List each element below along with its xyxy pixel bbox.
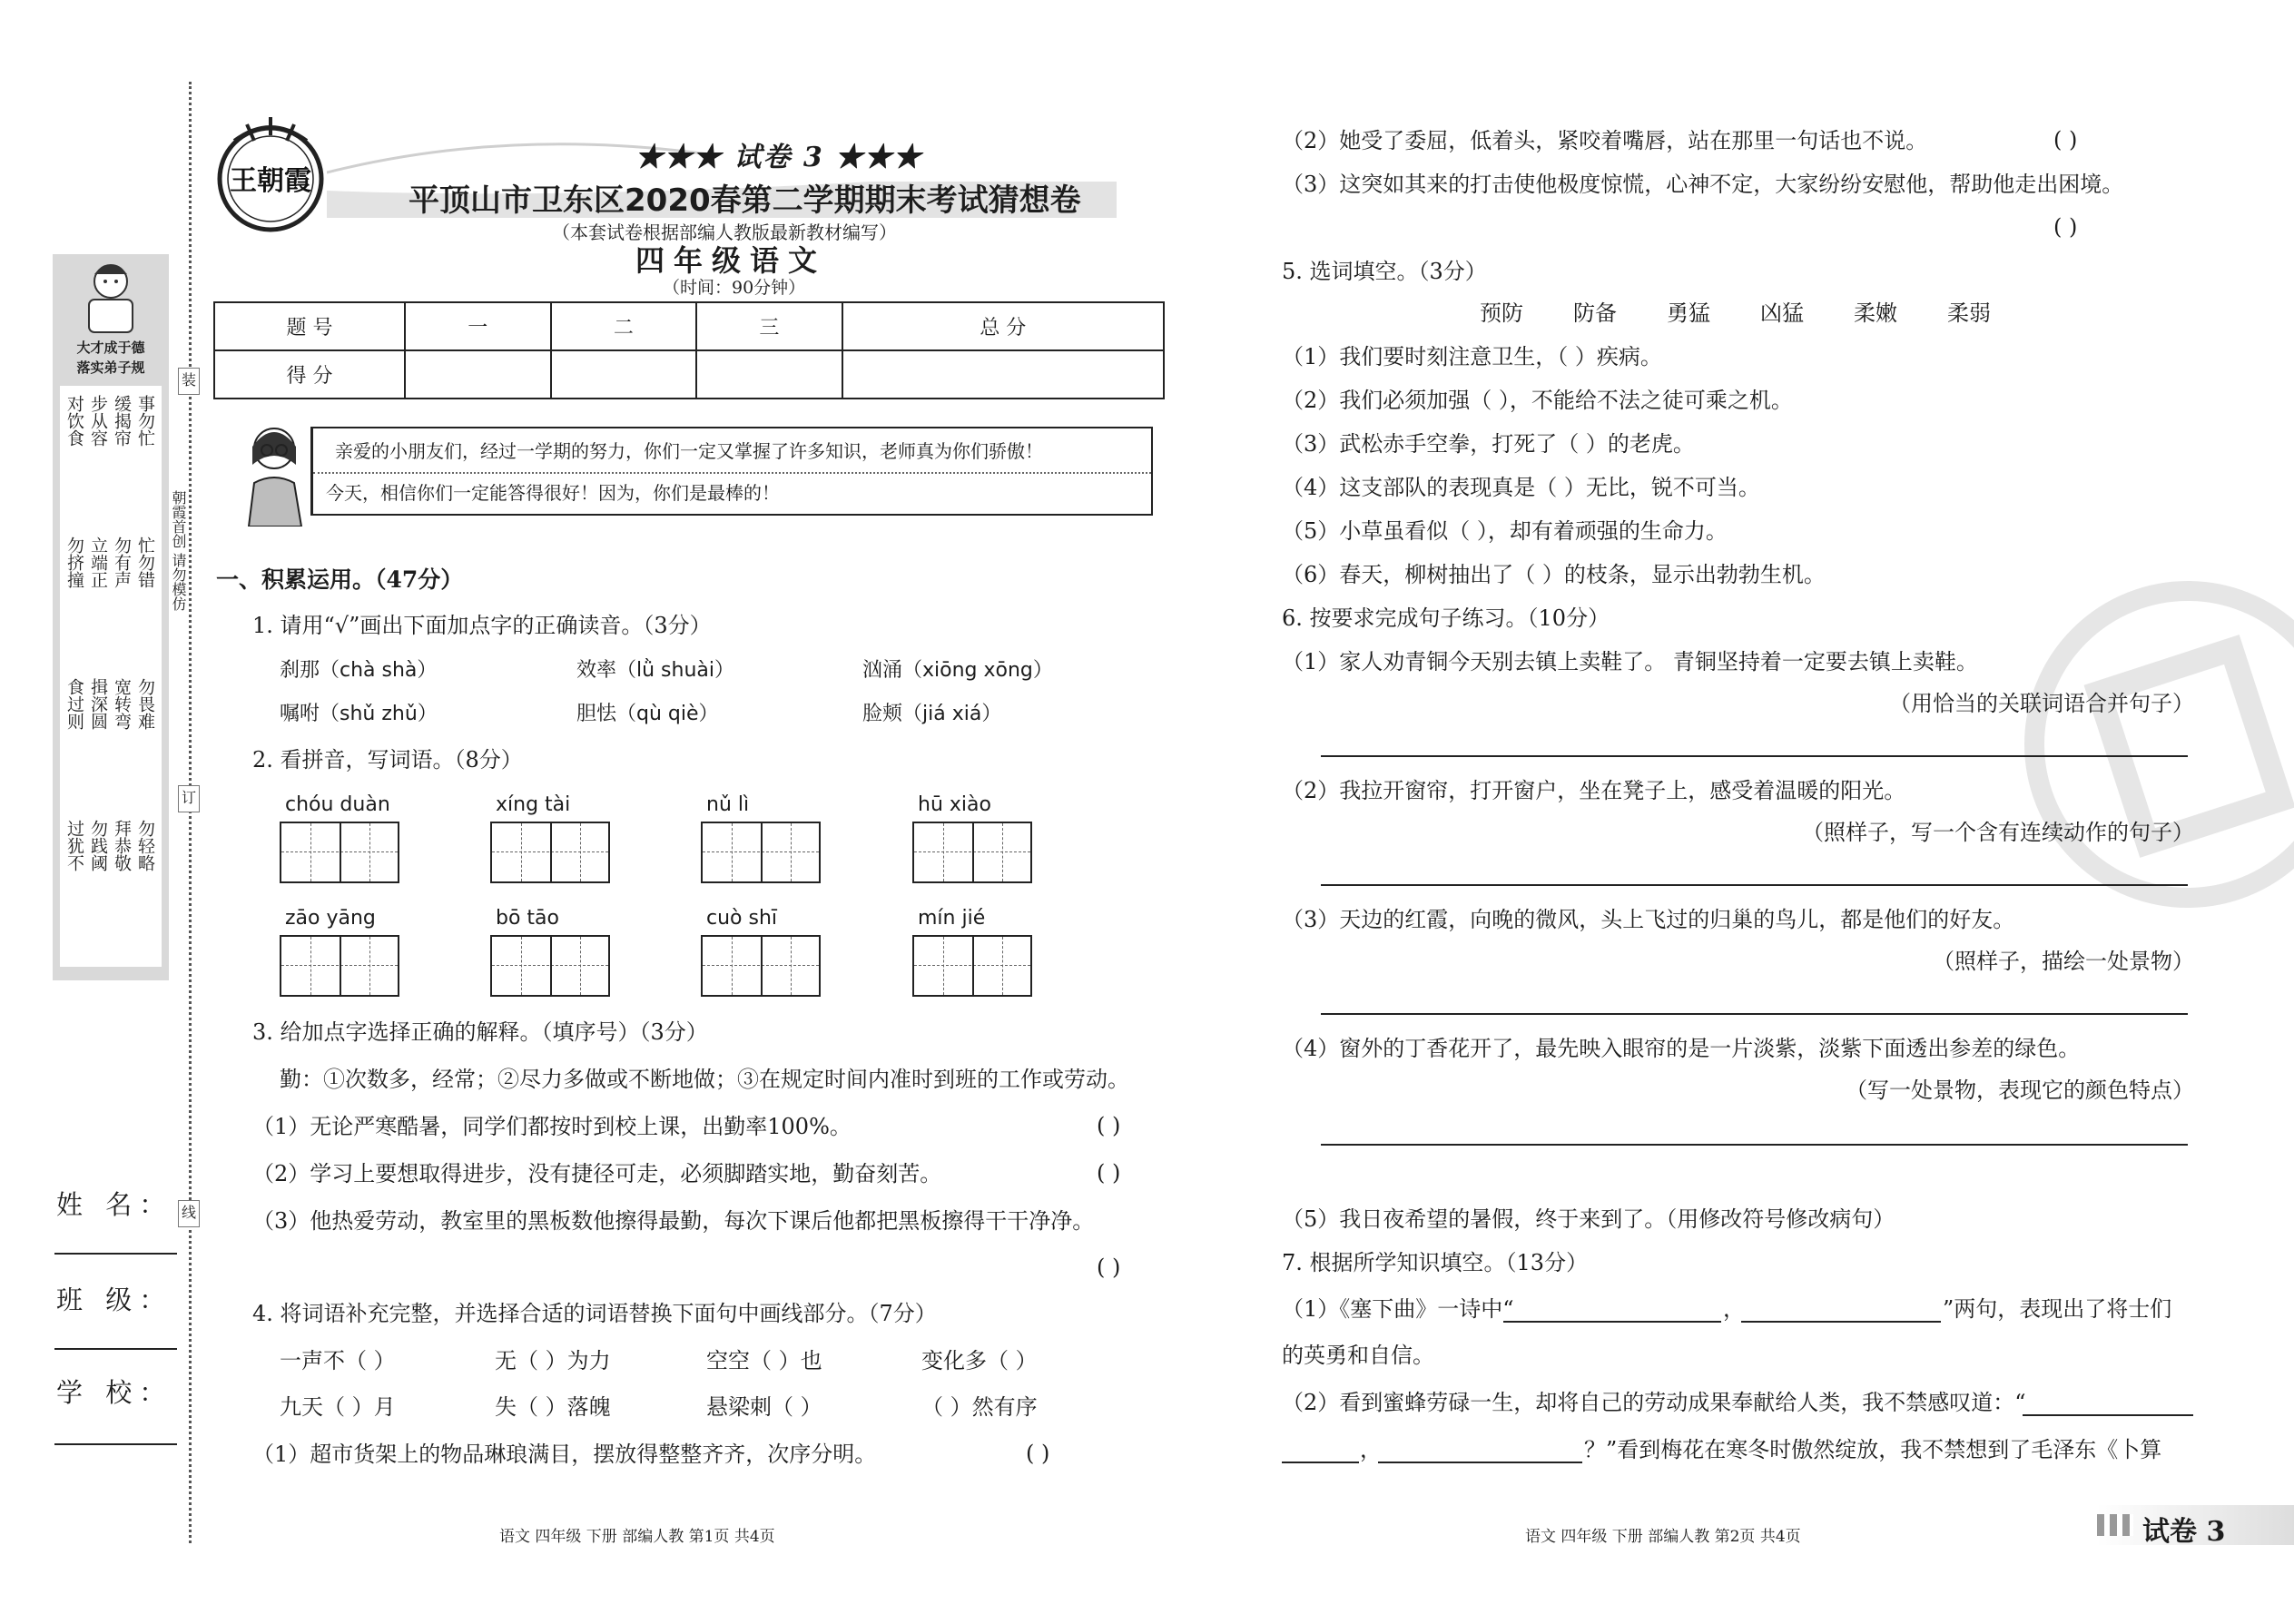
rule-column: 食过则 [64,678,84,730]
name-label: 姓 名： [56,1189,173,1220]
q2-title: 2. 看拼音，写词语。（8分） [252,747,523,773]
binding-mark: 订 [178,785,200,812]
q3-item: （1）无论严寒酷暑，同学们都按时到校上课，出勤率100%。 [252,1114,852,1139]
rule-column: 勿挤撞 [64,536,84,588]
q5-item[interactable]: （3）武松赤手空拳，打死了（ ）的老虎。 [1282,431,1695,457]
q5-item[interactable]: （4）这支部队的表现真是（ ）无比，锐不可当。 [1282,475,1760,500]
q6-sentence: （3）天边的红霞，向晚的微风，头上飞过的归巢的鸟儿，都是他们的好友。 [1282,907,2015,932]
pinyin-label: chóu duàn [285,793,390,816]
answer-line[interactable] [2023,1414,2193,1416]
q1-item[interactable]: 刹那（chà shà） [280,659,438,682]
answer-line[interactable] [1321,755,2188,757]
rules-box [60,386,162,967]
rule-column: 过犹不 [64,820,84,871]
q4-word[interactable]: 无（ ）为力 [495,1348,611,1373]
class-line[interactable] [54,1348,177,1350]
q7-line: ？”看到梅花在寒冬时傲然绽放，我不禁想到了毛泽东《卜算 [1584,1437,2162,1462]
answer-line[interactable] [1321,1013,2188,1015]
class-label: 班 级： [56,1284,173,1315]
q1-item[interactable]: 嘱咐（shǔ zhǔ） [280,703,438,725]
q5-word: 防备 [1573,300,1617,326]
q7-line: 的英勇和自信。 [1282,1343,1434,1368]
q6-requirement: （照样子，写一个含有连续动作的句子） [1802,820,2194,845]
rule-column: 缓揭帘 [112,395,132,447]
answer-paren[interactable]: ( ) [2053,214,2078,240]
q4-title: 4. 将词语补充完整，并选择合适的词语替换下面句中画线部分。（7分） [252,1301,937,1326]
rule-column: 步从容 [88,395,108,447]
q6-sentence: （2）我拉开窗帘，打开窗户，坐在凳子上，感受着温暖的阳光。 [1282,778,1906,803]
answer-paren[interactable]: ( ) [2053,127,2078,153]
q4-word[interactable]: 空空（ ）也 [706,1348,822,1373]
q4-word[interactable]: （ ）然有序 [921,1394,1038,1420]
writing-grid[interactable] [912,822,1032,883]
q6-sentence: （1）家人劝青铜今天别去镇上卖鞋了。 青铜坚持着一定要去镇上卖鞋。 [1282,649,1978,674]
rule-column: 事勿忙 [135,395,155,447]
binding-mark: 线 [178,1200,200,1227]
q1-item[interactable]: 汹涌（xiōng xōng） [862,659,1053,682]
q5-item[interactable]: （5）小草虽看似（ ），却有着顽强的生命力。 [1282,518,1728,544]
section1-title: 一、积累运用。（47分） [216,566,464,593]
school-label: 学 校： [56,1377,173,1408]
rule-column: 勿畏难 [135,678,155,730]
rule-column: 勿践阈 [88,820,108,871]
q7-title: 7. 根据所学知识填空。（13分） [1282,1250,1589,1275]
q4-word[interactable]: 九天（ ）月 [280,1394,396,1420]
q4-word[interactable]: 失（ ）落魄 [495,1394,611,1420]
answer-line[interactable] [1503,1321,1721,1323]
answer-line[interactable] [1321,1144,2188,1146]
writing-grid[interactable] [280,935,399,997]
q5-title: 5. 选词填空。（3分） [1282,259,1487,284]
q1-item[interactable]: 脸颊（jiá xiá） [862,703,1002,725]
writing-grid[interactable] [912,935,1032,997]
page-footer-right: 语文 四年级 下册 部编人教 第2页 共4页 [1525,1528,1801,1546]
q4-word[interactable]: 一声不（ ） [280,1348,396,1373]
q7-line: （2）看到蜜蜂劳碌一生，却将自己的劳动成果奉献给人类，我不禁感叹道：“ [1282,1390,2026,1415]
q7-line: ， [1723,1296,1745,1322]
writing-grid[interactable] [701,822,821,883]
rule-column: 勿轻略 [135,820,155,871]
rule-column: 勿有声 [112,536,132,588]
teacher-icon [238,419,312,527]
q4-sentence: （1）超市货架上的物品琳琅满目，摆放得整整齐齐，次序分明。 [252,1442,877,1467]
q7-line: ”两句，表现出了将士们 [1943,1296,2172,1322]
q7-line: ， [1360,1437,1382,1462]
q1-item[interactable]: 胆怯（qù qiè） [576,703,719,725]
page-footer-left: 语文 四年级 下册 部编人教 第1页 共4页 [499,1528,775,1546]
rule-column: 立端正 [88,536,108,588]
writing-grid[interactable] [490,935,610,997]
name-line[interactable] [54,1253,177,1255]
pinyin-label: zāo yāng [285,907,376,930]
rule-column: 忙勿错 [135,536,155,588]
rules-sidebar: 大才成于德 落实弟子规 事勿忙 缓揭帘 步从容 对饮食 忙勿错 勿有声 立端正 勿挤撞 勿畏难 宽转弯 揖深圆 食过则 勿轻略 拜恭敬 勿践阈 过犹不 [53,254,169,980]
writing-grid[interactable] [280,822,399,883]
binding-vertical-note: 朝霞首创 请勿模仿 [170,490,187,612]
student-figure-icon [73,258,149,336]
q6-requirement: （照样子，描绘一处景物） [1933,949,2194,974]
q5-item[interactable]: （6）春天，柳树抽出了（ ）的枝条，显示出勃勃生机。 [1282,562,1826,587]
pinyin-label: hū xiào [918,793,991,816]
answer-paren[interactable]: ( ) [1097,1160,1121,1186]
q3-item: （3）他热爱劳动，教室里的黑板数他擦得最勤，每次下课后他都把黑板擦得干干净净。 [252,1208,1095,1234]
q6-requirement: （写一处景物，表现它的颜色特点） [1846,1078,2194,1103]
q4-word[interactable]: 变化多（ ） [921,1348,1038,1373]
rule-column: 拜恭敬 [112,820,132,871]
writing-grid[interactable] [490,822,610,883]
exam-note: （本套试卷根据部编人教版最新教材编写） [552,221,897,243]
q7-line: （1）《塞下曲》一诗中“ [1282,1296,1514,1322]
q4-sentence: （2）她受了委屈，低着头，紧咬着嘴唇，站在那里一句话也不说。 [1282,128,1928,153]
pinyin-label: cuò shī [706,907,778,930]
q6-sentence: （5）我日夜希望的暑假，终于来到了。（用修改符号修改病句） [1282,1206,1895,1232]
pinyin-label: nǔ lì [706,793,750,816]
score-cell-2[interactable] [551,350,697,399]
q6-requirement: （用恰当的关联词语合并句子） [1889,691,2194,716]
answer-paren[interactable]: ( ) [1026,1441,1050,1466]
q3-title: 3. 给加点字选择正确的解释。（填序号）（3分） [252,1019,708,1045]
q5-item[interactable]: （1）我们要时刻注意卫生，（ ）疾病。 [1282,344,1662,369]
q5-word: 柔弱 [1947,300,1991,326]
school-line[interactable] [54,1443,177,1445]
score-cell-total[interactable] [842,350,1164,399]
q5-word: 预防 [1480,300,1523,326]
answer-line[interactable] [1282,1462,1359,1463]
answer-paren[interactable]: ( ) [1097,1255,1121,1280]
q5-word: 凶猛 [1760,300,1804,326]
score-cell-3[interactable] [696,350,842,399]
binding-mark: 装 [178,368,200,395]
q5-word: 勇猛 [1667,300,1710,326]
score-cell-1[interactable] [405,350,551,399]
watermark-stamp [2024,581,2294,908]
series-label: ★★★ 试卷 3 ★★★ [635,142,923,173]
answer-paren[interactable]: ( ) [1097,1113,1121,1138]
brand-logo [207,113,334,241]
rule-column: 对饮食 [64,395,84,447]
rule-column: 宽转弯 [112,678,132,730]
q4-sentence: （3）这突如其来的打击使他极度惊慌，心神不定，大家纷纷安慰他，帮助他走出困境。 [1282,172,2124,197]
svg-text:王朝霞: 王朝霞 [230,165,311,197]
q5-item[interactable]: （2）我们必须加强（ ），不能给不法之徒可乘之机。 [1282,388,1793,413]
q1-item[interactable]: 效率（lǜ shuài） [576,659,734,682]
writing-grid[interactable] [701,935,821,997]
q6-title: 6. 按要求完成句子练习。（10分） [1282,605,1610,631]
subject-title: 四年级语文 [635,243,827,278]
pinyin-label: mín jié [918,907,986,930]
pinyin-label: xíng tài [496,793,571,816]
page-tag: 试卷 3 [2097,1505,2294,1545]
q4-word[interactable]: 悬梁刺（ ） [706,1394,822,1420]
exam-title: 平顶山市卫东区2020春第二学期期末考试猜想卷 [409,182,1081,219]
answer-line[interactable] [1741,1321,1941,1323]
q3-item: （2）学习上要想取得进步，没有捷径可走，必须脚踏实地，勤奋刻苦。 [252,1161,942,1186]
rule-column: 揖深圆 [88,678,108,730]
fold-line [189,82,192,1543]
q1-title: 1. 请用“√”画出下面加点字的正确读音。（3分） [252,613,712,638]
greeting-box: 亲爱的小朋友们，经过一学期的努力，你们一定又掌握了许多知识，老师真为你们骄傲！ 今天，相信你们一定能答得很好！因为，你们是最棒的！ [310,427,1153,516]
answer-line[interactable] [1321,884,2188,886]
answer-line[interactable] [1378,1462,1582,1463]
exam-time: （时间：90分钟） [663,278,806,298]
q3-definition: 勤：①次数多，经常；②尽力多做或不断地做；③在规定时间内准时到班的工作或劳动。 [280,1067,1129,1092]
q5-word: 柔嫩 [1854,300,1897,326]
q6-sentence: （4）窗外的丁香花开了，最先映入眼帘的是一片淡紫，淡紫下面透出参差的绿色。 [1282,1036,2081,1061]
pinyin-label: bō tāo [496,907,559,930]
score-table: 题 号 一 二 三 总 分 得 分 [213,301,1165,399]
